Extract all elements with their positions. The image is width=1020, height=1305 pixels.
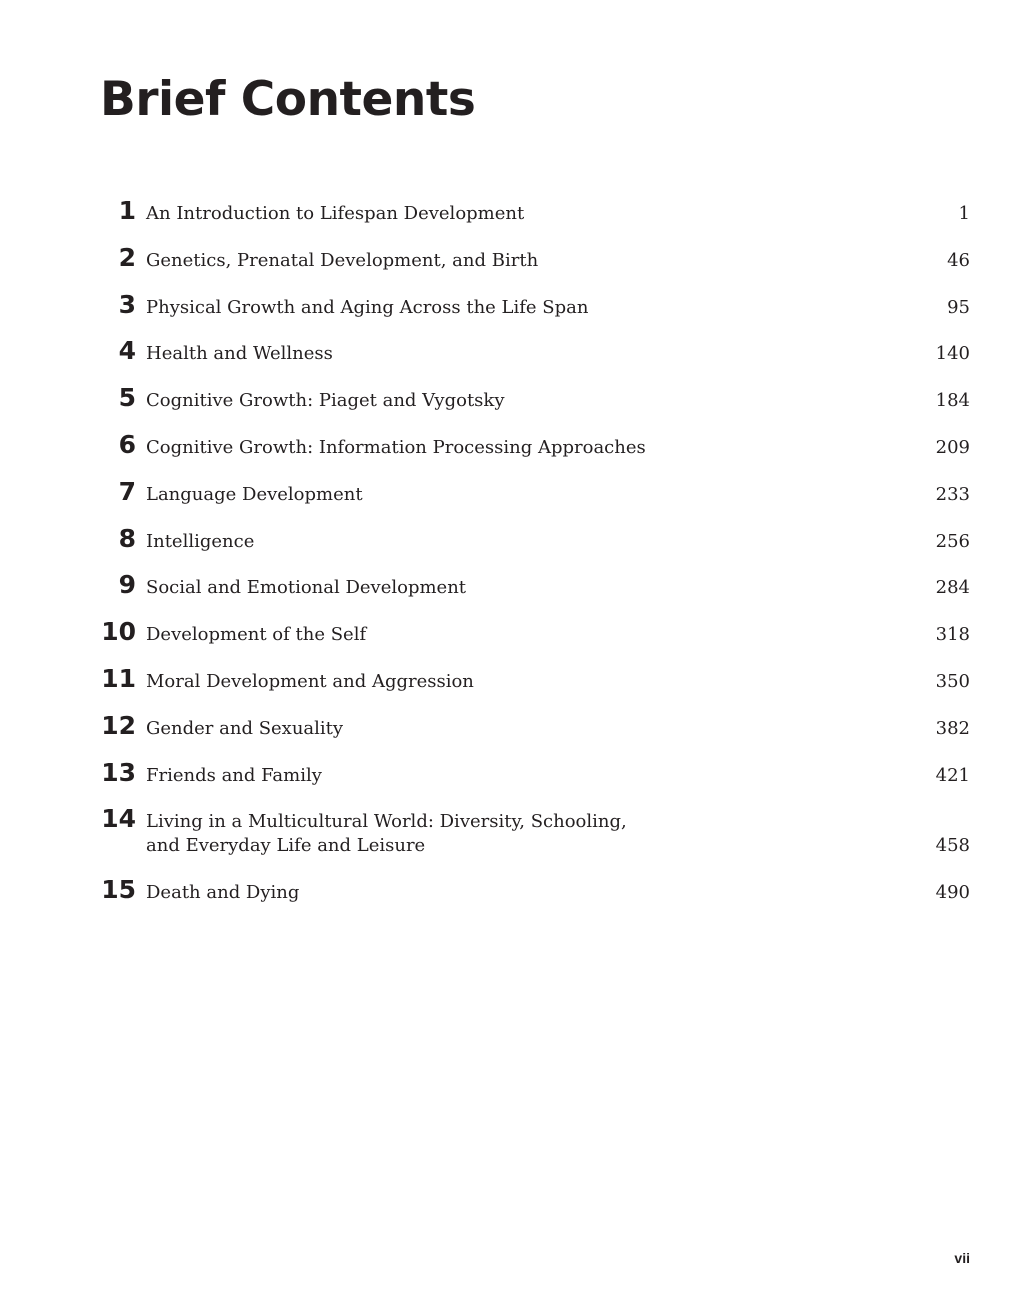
chapter-number: 2 xyxy=(118,242,136,272)
chapter-title: Health and Wellness xyxy=(146,343,333,365)
chapter-page-number: 458 xyxy=(935,834,970,856)
chapter-title: Cognitive Growth: Information Processing Approaches xyxy=(146,436,646,458)
toc-entry-1[interactable] xyxy=(100,196,970,243)
chapter-page-number: 284 xyxy=(935,577,970,599)
page-title: Brief Contents xyxy=(100,72,476,127)
toc-list xyxy=(100,196,970,922)
toc-entry-5[interactable] xyxy=(100,383,970,430)
toc-entry-2[interactable] xyxy=(100,243,970,290)
chapter-page-number: 490 xyxy=(935,881,970,903)
chapter-number: 14 xyxy=(101,804,136,834)
chapter-title: Death and Dying xyxy=(146,881,300,903)
chapter-number: 7 xyxy=(118,476,136,506)
toc-entry-7[interactable] xyxy=(100,477,970,524)
chapter-number: 1 xyxy=(118,196,136,225)
toc-entry-10[interactable] xyxy=(100,617,970,664)
toc-entry-13[interactable] xyxy=(100,758,970,805)
chapter-page-number: 233 xyxy=(935,483,970,505)
chapter-title: Development of the Self xyxy=(146,624,367,646)
chapter-title: Moral Development and Aggression xyxy=(146,670,474,692)
toc-entry-6[interactable] xyxy=(100,430,970,477)
toc-entry-11[interactable] xyxy=(100,664,970,711)
chapter-number: 5 xyxy=(118,383,136,413)
chapter-page-number: 184 xyxy=(935,390,970,412)
toc-entry-14[interactable] xyxy=(100,804,970,875)
chapter-number: 4 xyxy=(118,336,136,366)
chapter-title: Living in a Multicultural World: Diversity, Schooling, and Everyday Life and Leisure xyxy=(146,811,627,856)
toc-entry-4[interactable] xyxy=(100,336,970,383)
chapter-page-number: 1 xyxy=(958,203,970,224)
chapter-title: An Introduction to Lifespan Development xyxy=(146,203,525,224)
chapter-number: 10 xyxy=(101,617,136,647)
toc-entry-9[interactable] xyxy=(100,570,970,617)
chapter-page-number: 350 xyxy=(935,670,970,692)
chapter-number: 6 xyxy=(118,429,136,459)
chapter-title: Language Development xyxy=(146,483,363,505)
page-folio: vii xyxy=(954,1250,970,1266)
chapter-number: 9 xyxy=(118,570,136,600)
toc-entry-15[interactable] xyxy=(100,875,970,922)
chapter-title: Intelligence xyxy=(146,530,255,552)
chapter-title: Gender and Sexuality xyxy=(146,717,344,739)
chapter-page-number: 421 xyxy=(935,764,970,786)
chapter-page-number: 209 xyxy=(935,436,970,458)
chapter-page-number: 318 xyxy=(935,624,970,646)
chapter-title: Physical Growth and Aging Across the Life Span xyxy=(146,296,589,318)
chapter-title: Genetics, Prenatal Development, and Birth xyxy=(146,249,539,271)
chapter-title: Social and Emotional Development xyxy=(146,577,467,599)
chapter-title: Cognitive Growth: Piaget and Vygotsky xyxy=(146,390,505,412)
chapter-page-number: 382 xyxy=(935,717,970,739)
toc-entry-8[interactable] xyxy=(100,524,970,571)
chapter-page-number: 256 xyxy=(935,530,970,552)
chapter-page-number: 140 xyxy=(935,343,970,365)
chapter-number: 12 xyxy=(101,710,136,740)
chapter-page-number: 46 xyxy=(947,249,970,271)
chapter-number: 13 xyxy=(101,757,136,787)
chapter-number: 11 xyxy=(101,663,136,693)
chapter-page-number: 95 xyxy=(947,296,970,318)
toc-entry-3[interactable] xyxy=(100,290,970,337)
toc-entry-12[interactable] xyxy=(100,711,970,758)
chapter-number: 15 xyxy=(101,874,136,904)
chapter-number: 3 xyxy=(118,289,136,319)
chapter-title: Friends and Family xyxy=(146,764,322,786)
chapter-number: 8 xyxy=(118,523,136,553)
